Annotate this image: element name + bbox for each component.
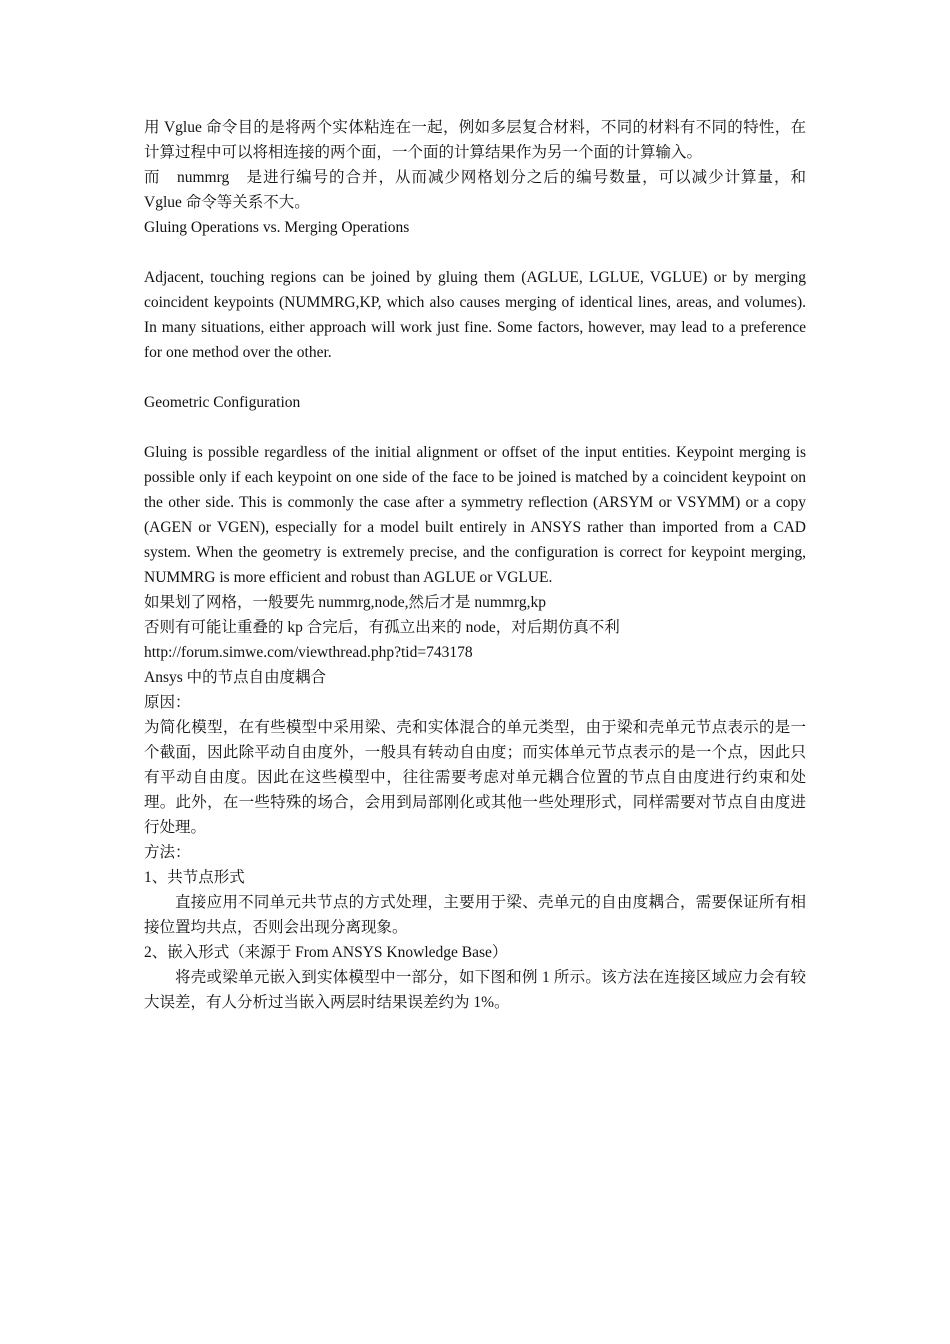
label-reason: 原因： xyxy=(144,694,191,711)
method-1-title: 1、共节点形式 xyxy=(144,869,245,886)
paragraph-vglue-purpose: 用 Vglue 命令目的是将两个实体粘连在一起，例如多层复合材料，不同的材料有不同的特性，在计算过程中可以将相连接的两个面，一个面的计算结果作为另一个面的计算输入。 xyxy=(144,119,806,161)
heading-gluing-vs-merging: Gluing Operations vs. Merging Operations xyxy=(144,219,410,236)
paragraph-isolated-node-warning: 否则有可能让重叠的 kp 合完后，有孤立出来的 node，对后期仿真不利 xyxy=(144,619,620,636)
paragraph-adjacent-regions: Adjacent, touching regions can be joined by gluing them (AGLUE, LGLUE, VGLUE) or by merging coincident keypoints (NUMMRG,KP, which also causes merging of identical lines, areas, and volumes). In many situations, either approach will work just fine. Some factors, however, may lead to a preference for one method over the other. xyxy=(144,269,806,361)
label-method: 方法： xyxy=(144,844,191,861)
method-1-detail: 直接应用不同单元共节点的方式处理，主要用于梁、壳单元的自由度耦合，需要保证所有相接位置均共点，否则会出现分离现象。 xyxy=(144,894,806,936)
paragraph-nummrg-purpose: 而 nummrg 是进行编号的合并，从而减少网格划分之后的编号数量，可以减少计算量，和 Vglue 命令等关系不大。 xyxy=(144,169,806,211)
method-2-title: 2、嵌入形式（来源于 From ANSYS Knowledge Base） xyxy=(144,944,508,961)
heading-node-dof-coupling: Ansys 中的节点自由度耦合 xyxy=(144,669,327,686)
blank-line xyxy=(144,365,806,390)
paragraph-mesh-merge-order: 如果划了网格，一般要先 nummrg,node,然后才是 nummrg,kp xyxy=(144,594,546,611)
document-page xyxy=(144,115,806,1015)
method-2-detail: 将壳或梁单元嵌入到实体模型中一部分，如下图和例 1 所示。该方法在连接区域应力会有较大误差，有人分析过当嵌入两层时结果误差约为 1%。 xyxy=(144,969,806,1011)
forum-url: http://forum.simwe.com/viewthread.php?tid=743178 xyxy=(144,644,473,661)
blank-line xyxy=(144,415,806,440)
paragraph-reason-detail: 为简化模型，在有些模型中采用梁、壳和实体混合的单元类型，由于梁和壳单元节点表示的是一个截面，因此除平动自由度外，一般具有转动自由度；而实体单元节点表示的是一个点，因此只有平动自由度。因此在这些模型中，往往需要考虑对单元耦合位置的节点自由度进行约束和处理。此外，在一些特殊的场合，会用到局部刚化或其他一些处理形式，同样需要对节点自由度进行处理。 xyxy=(144,719,806,836)
heading-geometric-configuration: Geometric Configuration xyxy=(144,394,301,411)
blank-line xyxy=(144,240,806,265)
paragraph-gluing-possible: Gluing is possible regardless of the initial alignment or offset of the input entities. Keypoint merging is possible only if each keypoint on one side of the face to be joined is matched by a coincident keypoint on the other side. This is commonly the case after a symmetry reflection (ARSYM or VSYMM) or a copy (AGEN or VGEN), especially for a model built entirely in ANSYS rather than imported from a CAD system. When the geometry is extremely precise, and the configuration is correct for keypoint merging, NUMMRG is more efficient and robust than AGLUE or VGLUE. xyxy=(144,444,806,586)
